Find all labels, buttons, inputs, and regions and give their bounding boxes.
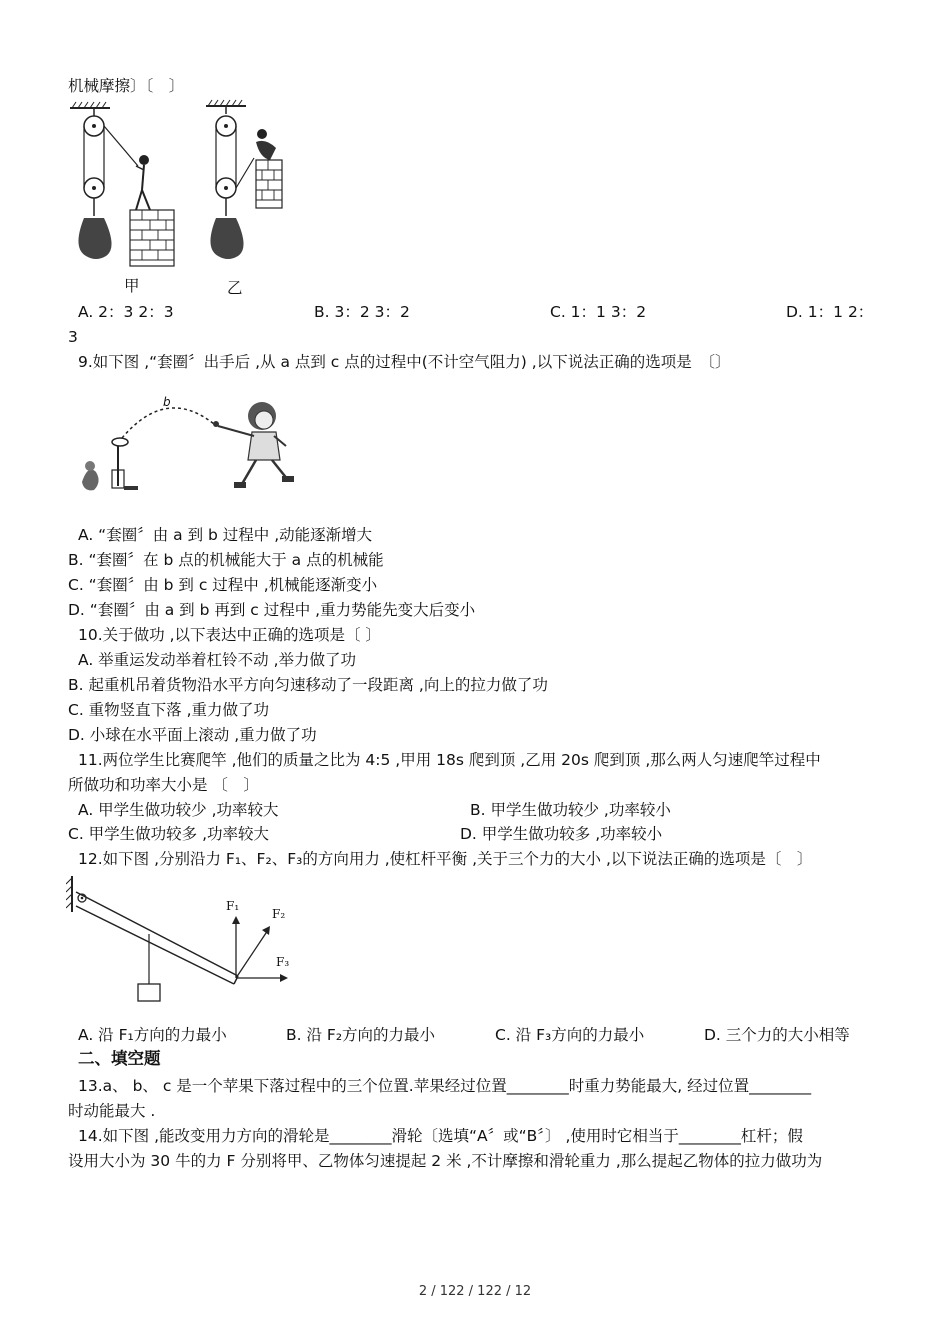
q8-option-c[interactable]: C. 1：1 3：2 [550,303,647,321]
q10-option-b[interactable]: B. 起重机吊着货物沿水平方向匀速移动了一段距离 ,向上的拉力做了功 [68,676,548,694]
fig-label-f2: F₂ [272,907,286,921]
q11-option-a[interactable]: A. 甲学生做功较少 ,功率较大 [78,801,279,819]
fig-label-yi: 乙 [227,279,243,297]
fig-label-b: b [163,395,171,409]
q12-option-a[interactable]: A. 沿 F₁方向的力最小 [78,1026,227,1044]
q8-option-b[interactable]: B. 3：2 3：2 [314,303,410,321]
fig-label-f1: F₁ [226,899,240,913]
q12-option-d[interactable]: D. 三个力的大小相等 [704,1026,850,1044]
q13-line2: 时动能最大 . [68,1102,156,1120]
q11-stem-line2: 所做功和功率大小是 〔 〕 [68,776,259,794]
fig-label-f3: F₃ [276,955,290,969]
q12-option-c[interactable]: C. 沿 F₃方向的力最小 [495,1026,645,1044]
pulley-figure [66,98,291,298]
q11-option-b[interactable]: B. 甲学生做功较少 ,功率较小 [470,801,671,819]
q14-line2: 设用大小为 30 牛的力 F 分别将甲、乙物体匀速提起 2 米 ,不计摩擦和滑轮重力 ,那么提起乙物体的拉力做功为 [68,1152,823,1170]
q13-line1: 13.a、 b、 c 是一个苹果下落过程中的三个位置.苹果经过位置________时重力势能最大, 经过位置________ [78,1077,812,1095]
q10-stem: 10.关于做功 ,以下表达中正确的选项是〔 〕 [78,626,381,644]
q14-line1: 14.如下图 ,能改变用力方向的滑轮是________滑轮〔选填“A〞或“B〞〕 ,使用时它相当于________杠杆；假 [78,1127,803,1145]
q9-stem: 9.如下图 ,“套圈〞出手后 ,从 a 点到 c 点的过程中(不计空气阻力) ,以下说法正确的选项是 〔〕 [78,353,731,371]
lever-figure [66,872,300,1006]
q10-option-d[interactable]: D. 小球在水平面上滚动 ,重力做了功 [68,726,317,744]
q11-option-d[interactable]: D. 甲学生做功较多 ,功率较小 [460,825,663,843]
q12-option-b[interactable]: B. 沿 F₂方向的力最小 [286,1026,436,1044]
fig-label-jia: 甲 [124,277,140,295]
q9-option-a[interactable]: A. “套圈〞由 a 到 b 过程中 ,动能逐渐增大 [78,526,373,544]
q9-option-d[interactable]: D. “套圈〞由 a 到 b 再到 c 过程中 ,重力势能先变大后变小 [68,601,476,619]
q9-option-c[interactable]: C. “套圈〞由 b 到 c 过程中 ,机械能逐渐变小 [68,576,378,594]
q10-option-c[interactable]: C. 重物竖直下落 ,重力做了功 [68,701,270,719]
q11-option-c[interactable]: C. 甲学生做功较多 ,功率较大 [68,825,270,843]
q10-option-a[interactable]: A. 举重运发动举着杠铃不动 ,举力做了功 [78,651,357,669]
q8-option-d-cont: 3 [68,328,78,346]
q8-stem-tail: 机械摩擦〕〔 〕 [68,77,185,95]
page-number: 2 / 122 / 122 / 12 [418,1284,532,1299]
q11-stem-line1: 11.两位学生比赛爬竿 ,他们的质量之比为 4:5 ,甲用 18s 爬到顶 ,乙用 20s 爬到顶 ,那么两人匀速爬竿过程中 [78,751,821,769]
q8-option-d[interactable]: D. 1：1 2： [786,303,874,321]
q9-option-b[interactable]: B. “套圈〞在 b 点的机械能大于 a 点的机械能 [68,551,384,569]
section-heading: 二、填空题 [78,1049,161,1068]
q8-option-a[interactable]: A. 2：3 2：3 [78,303,174,321]
q12-stem: 12.如下图 ,分别沿力 F₁、F₂、F₃的方向用力 ,使杠杆平衡 ,关于三个力的大小 ,以下说法正确的选项是〔 〕 [78,850,813,868]
ring-toss-figure [74,386,296,496]
